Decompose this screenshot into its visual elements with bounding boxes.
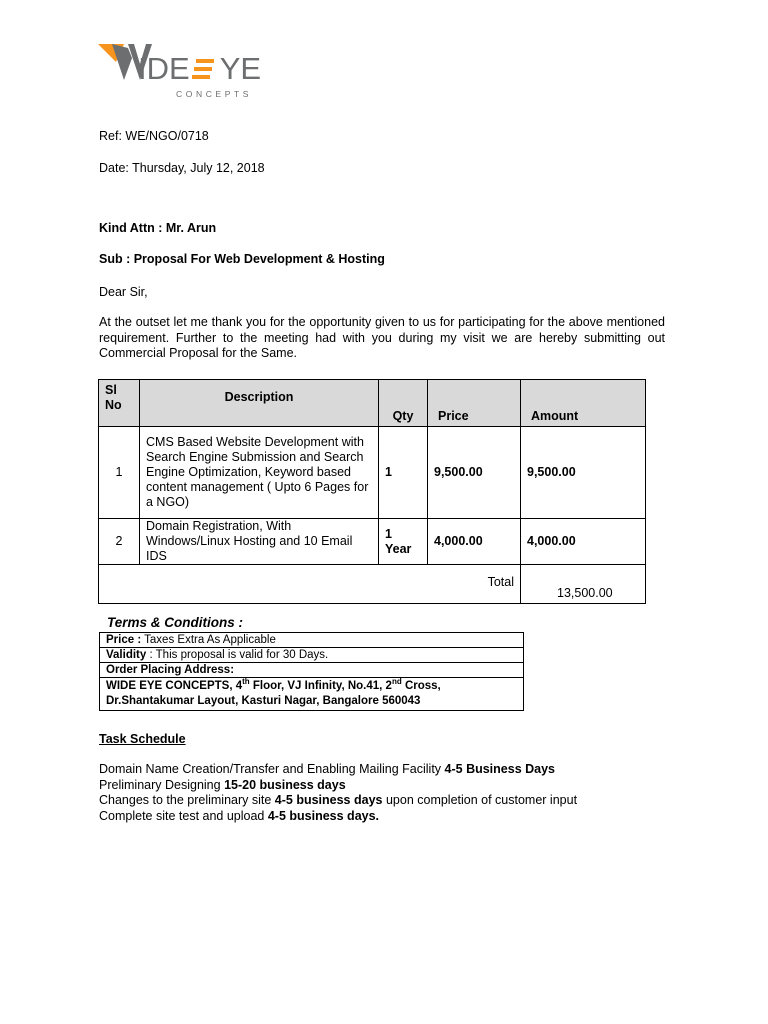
quotation-table	[98, 379, 646, 604]
validity-label: Validity	[106, 649, 147, 661]
intro-paragraph: At the outset let me thank you for the opportunity given to us for participating for the above mentioned requirement. Further to the meeting had with you during my visit we are hereby submitting out Commercial Proposal for the Same.	[99, 315, 665, 360]
terms-table	[99, 632, 524, 711]
header-amount: Amount	[521, 380, 646, 427]
header-sl-no: Sl No	[99, 380, 140, 427]
row-sl-no: 2	[99, 519, 140, 565]
salutation: Dear Sir,	[99, 285, 148, 299]
total-label: Total	[99, 565, 521, 604]
table-row	[99, 519, 646, 565]
schedule-duration: 4-5 business days	[274, 793, 383, 807]
logo-bars-icon	[192, 58, 218, 80]
row-qty: 1	[379, 427, 428, 519]
price-label: Price :	[106, 634, 142, 646]
schedule-item	[99, 778, 577, 794]
letter-date: Date: Thursday, July 12, 2018	[99, 161, 265, 175]
terms-row-address	[100, 678, 524, 711]
company-logo	[98, 42, 278, 100]
row-qty: 1 Year	[379, 519, 428, 565]
schedule-item	[99, 793, 577, 809]
row-amount: 4,000.00	[521, 519, 646, 565]
logo-word-ide: IDE	[138, 51, 190, 86]
total-row	[99, 565, 646, 604]
row-sl-no: 1	[99, 427, 140, 519]
schedule-item	[99, 809, 577, 825]
row-description: CMS Based Website Development with Search Engine Submission and Search Engine Optimization, Keyword based content management ( Upto 6 Pages for a NGO)	[140, 427, 379, 519]
terms-heading: Terms & Conditions :	[107, 615, 244, 630]
schedule-task: Complete site test and upload	[99, 808, 268, 823]
row-price: 4,000.00	[428, 519, 521, 565]
logo-wordmark	[138, 51, 261, 87]
row-amount: 9,500.00	[521, 427, 646, 519]
row-description: Domain Registration, With Windows/Linux Hosting and 10 Email IDS	[140, 519, 379, 565]
schedule-duration: 15-20 business days	[224, 777, 346, 792]
table-row	[99, 427, 646, 519]
schedule-task: Preliminary Designing	[99, 777, 225, 792]
schedule-item	[99, 762, 577, 778]
terms-row-order-label	[100, 663, 524, 678]
validity-value: : This proposal is valid for 30 Days.	[146, 649, 329, 661]
header-qty: Qty	[379, 380, 428, 427]
price-value: Taxes Extra As Applicable	[141, 634, 276, 646]
terms-row-price	[100, 633, 524, 648]
schedule-task: Domain Name Creation/Transfer and Enabling Mailing Facility	[99, 762, 445, 776]
address-line-2: Dr.Shantakumar Layout, Kasturi Nagar, Bangalore 560043	[106, 695, 421, 707]
subject-line: Sub : Proposal For Web Development & Hosting	[99, 252, 385, 266]
header-description: Description	[140, 380, 379, 427]
schedule-task: Changes to the preliminary site	[99, 793, 275, 807]
logo-word-ye: YE	[219, 51, 262, 86]
address-part: Cross,	[401, 680, 441, 692]
reference-number: Ref: WE/NGO/0718	[99, 129, 209, 143]
address-superscript: nd	[391, 677, 402, 687]
task-schedule-list	[99, 762, 577, 824]
address-part: Floor, VJ Infinity, No.41, 2	[249, 680, 392, 692]
table-header-row	[99, 380, 646, 427]
logo-tagline: CONCEPTS	[176, 89, 253, 99]
total-value: 13,500.00	[521, 565, 646, 604]
schedule-duration: 4-5 Business Days	[444, 762, 556, 776]
attention-line: Kind Attn : Mr. Arun	[99, 221, 217, 235]
order-address	[100, 678, 524, 711]
address-superscript: th	[242, 677, 250, 687]
header-price: Price	[428, 380, 521, 427]
order-address-label: Order Placing Address:	[100, 663, 524, 678]
row-price: 9,500.00	[428, 427, 521, 519]
schedule-suffix: upon completion of customer input	[382, 793, 578, 807]
schedule-duration: 4-5 business days.	[267, 808, 380, 823]
task-schedule-heading: Task Schedule	[99, 732, 186, 746]
terms-row-validity	[100, 648, 524, 663]
address-part: WIDE EYE CONCEPTS, 4	[106, 680, 243, 692]
